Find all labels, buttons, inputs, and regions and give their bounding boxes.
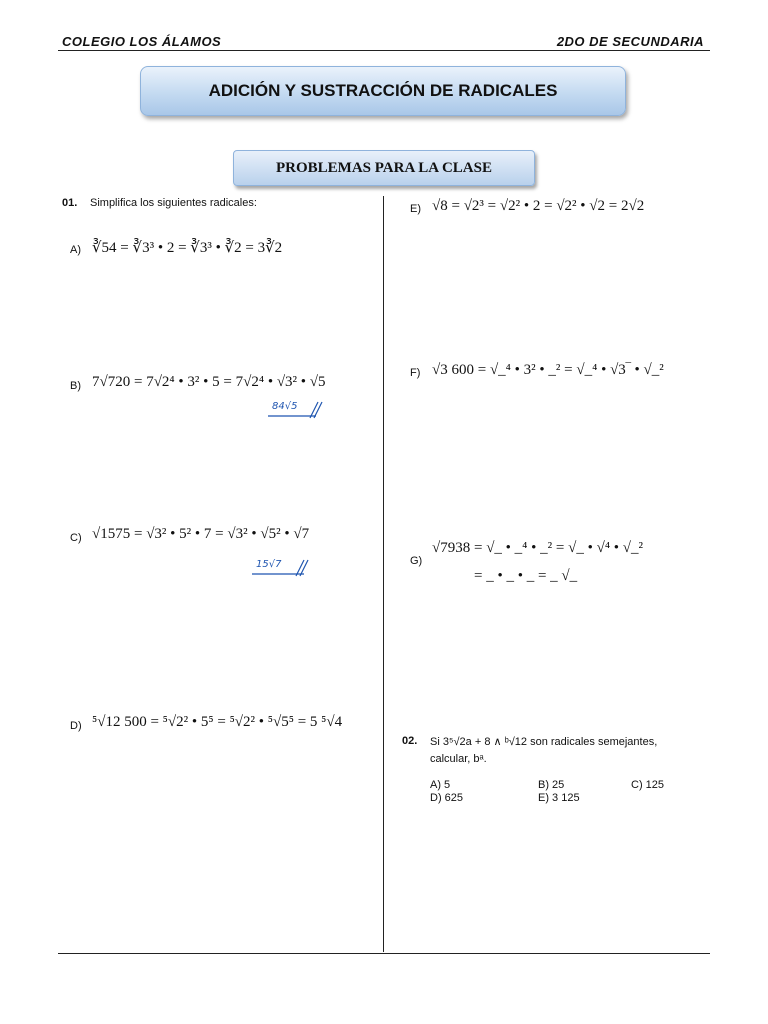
item-g-label: G) bbox=[410, 555, 423, 567]
item-e-label: E) bbox=[410, 203, 421, 215]
item-a-expression: ∛54 = ∛3³ • 2 = ∛3³ • ∛2 = 3∛2 bbox=[92, 240, 283, 256]
question-2-text: Si 3⁵√2a + 8 ∧ ᵇ√12 son radicales semejantes, bbox=[430, 736, 658, 748]
item-g-expression: √7938 = √_ • _⁴ • _² = √_ • √⁴ • √_² bbox=[432, 540, 644, 556]
option-c: C) 125 bbox=[631, 779, 665, 791]
item-e-expression: √8 = √2³ = √2² • 2 = √2² • √2 = 2√2 bbox=[432, 198, 645, 214]
item-f-label: F) bbox=[410, 367, 421, 379]
item-c-answer-mark bbox=[250, 554, 314, 578]
page-title: ADICIÓN Y SUSTRACCIÓN DE RADICALES bbox=[208, 81, 558, 100]
option-a: A) 5 bbox=[430, 779, 451, 791]
item-a-label: A) bbox=[70, 244, 81, 256]
title-banner bbox=[140, 66, 626, 116]
item-d-label: D) bbox=[70, 720, 82, 732]
item-g-expression-line2: = _ • _ • _ = _ √_ bbox=[474, 568, 578, 584]
column-divider bbox=[383, 196, 384, 952]
subtitle-banner bbox=[233, 150, 535, 186]
item-b-handwritten-answer: 84√5 bbox=[272, 401, 298, 412]
option-d: D) 625 bbox=[430, 792, 464, 804]
question-1-number: 01. bbox=[62, 197, 78, 209]
grade-label: 2DO DE SECUNDARIA bbox=[556, 34, 704, 49]
option-b: B) 25 bbox=[538, 779, 565, 791]
question-2-number: 02. bbox=[402, 735, 418, 747]
school-name: COLEGIO LOS ÁLAMOS bbox=[62, 34, 222, 49]
item-d-expression: ⁵√12 500 = ⁵√2² • 5⁵ = ⁵√2² • ⁵√5⁵ = 5 ⁵√4 bbox=[92, 714, 343, 730]
top-divider bbox=[58, 50, 710, 51]
item-c-label: C) bbox=[70, 532, 82, 544]
section-subtitle: PROBLEMAS PARA LA CLASE bbox=[275, 159, 492, 176]
question-2-text-line2: calcular, bᵃ. bbox=[430, 753, 487, 765]
item-b-answer-mark bbox=[266, 396, 326, 420]
item-b-expression: 7√720 = 7√2⁴ • 3² • 5 = 7√2⁴ • √3² • √5 bbox=[92, 374, 326, 390]
item-c-handwritten-answer: 15√7 bbox=[256, 559, 282, 570]
bottom-divider bbox=[58, 953, 710, 954]
item-c-expression: √1575 = √3² • 5² • 7 = √3² • √5² • √7 bbox=[92, 526, 310, 542]
option-e: E) 3 125 bbox=[538, 792, 580, 804]
item-f-expression: √3 600 = √_⁴ • 3² • _² = √_⁴ • √3‾ • √_² bbox=[432, 362, 664, 378]
question-1-prompt: Simplifica los siguientes radicales: bbox=[90, 197, 257, 209]
item-b-label: B) bbox=[70, 380, 81, 392]
